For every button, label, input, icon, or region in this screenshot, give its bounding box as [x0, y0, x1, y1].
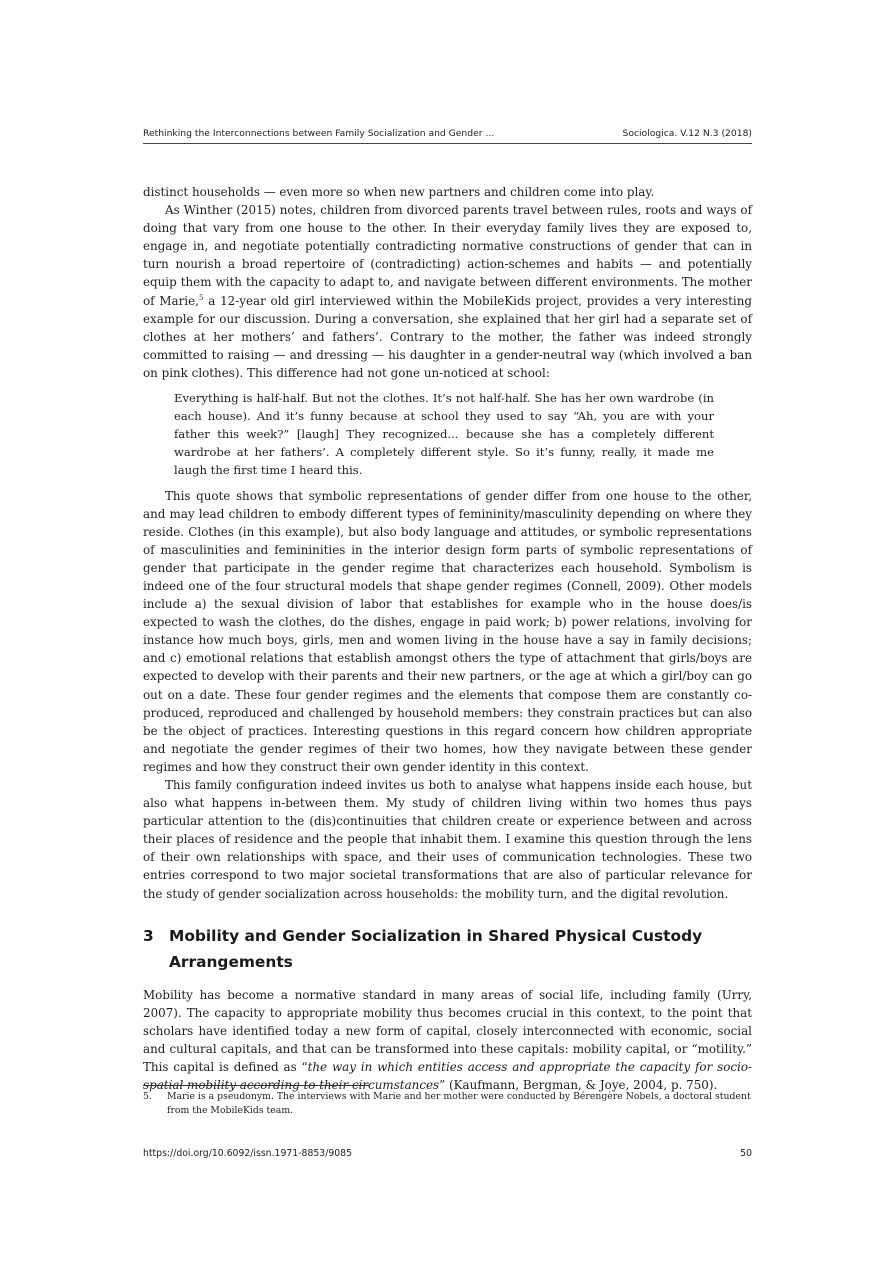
paragraph-mobility-part1: Mobility has become a normative standard in many areas of social life, including family (Urry, 2007). The capacity to appropriate mobility thus becomes crucial in this context, to the point that scholars have identified today a new form of capital, closely interconnected with economic, social and cultural capitals, and that can be transformed into these capitals: mobility capital, or “motility.” This capital is defined as “: [143, 987, 752, 1075]
paragraph-symbolic-representations: This quote shows that symbolic representations of gender differ from one house to the other, and may lead children to embody different types of femininity/masculinity depending on where they reside. Clothes (in this example), but also body language and attitudes, or symbolic representations of masculinities and femininities in the interior design form parts of symbolic representations of gender that participate in the gender regime that characterizes each household. Symbolism is indeed one of the four structural models that shape gender regimes (Connell, 2009). Other models include a) the sexual division of labor that establishes for example who in the house does/is expected to wash the clothes, do the dishes, engage in paid work; b) power relations, involving for instance how much boys, girls, men and women living in the house have a say in family decisions; and c) emotional relations that establish amongst others the type of attachment that girls/boys are expected to develop with their parents and their new partners, or the age at which a girl/boy can go out on a date. These four gender regimes and the elements that compose them are constantly co-produced, reproduced and challenged by household members: they constrain practices but can also be the object of practices. Interesting questions in this regard concern how children appropriate and negotiate the gender regimes of their two homes, how they navigate between these gender regimes and how they construct their own gender identity in this context.: [143, 488, 752, 774]
section-number: 3: [143, 926, 154, 945]
paragraph-winther-part1: As Winther (2015) notes, children from divorced parents travel between rules, roots and ways of doing that vary from one house to the other. In their everyday family lives they are exposed to, engage in, and negotiate potentially contradicting normative constructions of gender that can in turn nourish a broad repertoire of (contradicting) action-schemes and habits — and potentially equip them with the capacity to adapt to, and navigate between different environments. The mother of Marie,: [143, 203, 752, 308]
doi-link[interactable]: https://doi.org/10.6092/issn.1971-8853/9085: [143, 1148, 352, 1159]
body-text: [143, 183, 752, 1094]
running-header-journal: Sociologica. V.12 N.3 (2018): [622, 128, 752, 139]
footnote: [143, 1090, 752, 1118]
section-title: Mobility and Gender Socialization in Shared Physical Custody Arrangements: [169, 926, 703, 971]
paragraph-mobility-part2: ” (Kaufmann, Bergman, & Joye, 2004, p. 750).: [439, 1078, 718, 1093]
section-heading: [143, 923, 752, 975]
paragraph-mobility: [143, 986, 752, 1095]
running-header-article-title: Rethinking the Interconnections between Family Socialization and Gender ...: [143, 128, 495, 139]
paragraph-continued: distinct households — even more so when new partners and children come into play.: [143, 185, 655, 199]
paragraph-winther-part2: a 12-year old girl interviewed within the MobileKids project, provides a very interesting example for our discussion. During a conversation, she explained that her girl had a separate set of clothes at her mothers’ and fathers’. Contrary to the mother, the father was indeed strongly committed to raising — and dressing — his daughter in a gender-neutral way (which involved a ban on pink clothes). This difference had not gone un-noticed at school:: [143, 293, 752, 380]
page-number: 50: [740, 1148, 752, 1159]
paragraph-winther: [143, 201, 752, 382]
interview-quote: Everything is half-half. But not the clothes. It’s not half-half. She has her own wardrobe (in each house). And it’s funny because at school they used to say “Ah, you are with your father this week?” [laugh] They recognized... because she has a completely different wardrobe at her fathers’. A completely different style. So it’s funny, really, it made me laugh the first time I heard this.: [174, 391, 714, 478]
footnote-text: Marie is a pseudonym. The interviews with Marie and her mother were conducted by Bérengère Nobels, a doctoral student from the MobileKids team.: [167, 1091, 751, 1116]
footnote-reference[interactable]: 5: [198, 293, 204, 302]
footnote-divider: [143, 1085, 370, 1086]
footnote-mark: 5.: [143, 1091, 152, 1102]
paragraph-mobility-quote: the way in which entities access and appropriate the capacity for socio-spatial mobility according to their circumstances: [143, 1060, 752, 1093]
running-header: [143, 125, 752, 144]
paragraph-family-configuration: This family configuration indeed invites us both to analyse what happens inside each house, but also what happens in-between them. My study of children living within two homes thus pays particular attention to the (dis)continuities that children create or experience between and across their places of residence and the people that inhabit them. I examine this question through the lens of their own relationships with space, and their uses of communication technologies. These two entries correspond to two major societal transformations that are also of particular relevance for the study of gender socialization across households: the mobility turn, and the digital revolution.: [143, 778, 752, 901]
